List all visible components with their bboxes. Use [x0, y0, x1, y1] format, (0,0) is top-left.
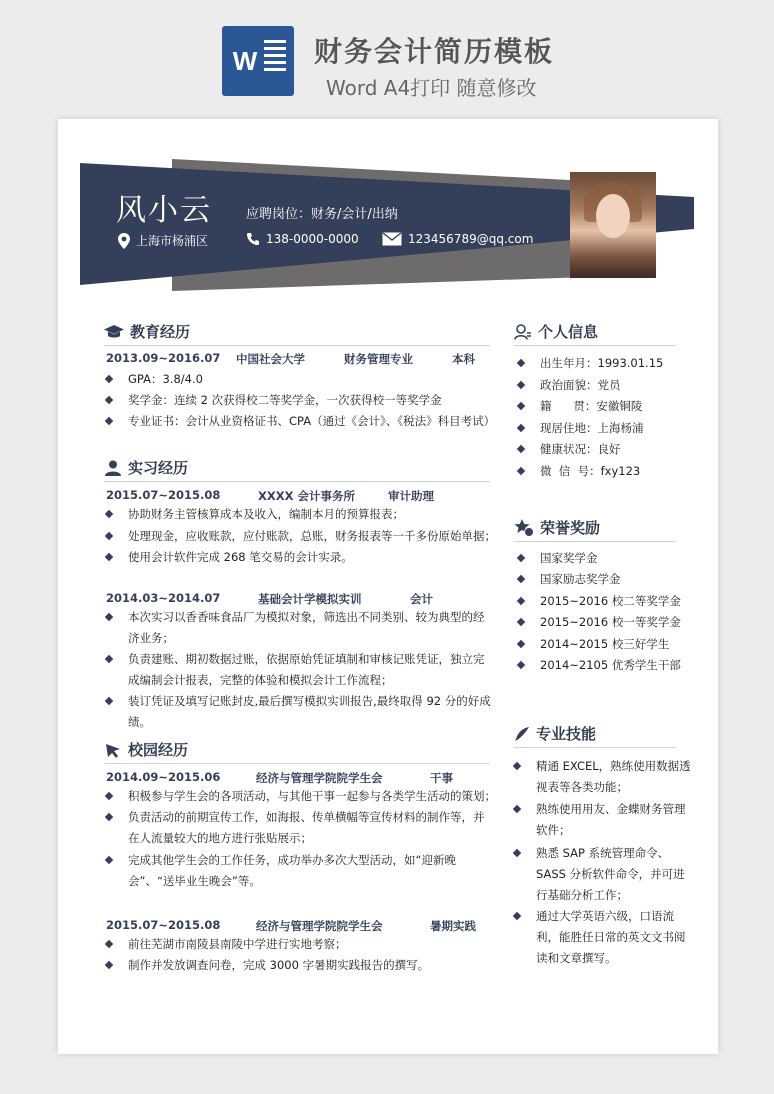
star-medal-icon	[514, 519, 534, 537]
campus-date: 2015.07~2015.08	[106, 918, 221, 932]
list-item: 装订凭证及填写记账封皮,最后撰写模拟实训报告,最终取得 92 分的好成绩。	[106, 691, 506, 733]
job-role: 会计	[410, 592, 433, 606]
honors-heading	[514, 517, 600, 538]
phone-icon	[246, 232, 260, 246]
job-org: 基础会计学模拟实训	[258, 592, 362, 606]
honors-title: 荣誉奖励	[540, 519, 601, 537]
list-item: 政治面貌：党员	[518, 375, 708, 396]
list-item: 前往芜湖市南陵县南陵中学进行实地考察；	[106, 934, 502, 955]
list-item: 负责活动的前期宣传工作，如海报、传单横幅等宣传材料的制作等，并在人流量较大的地方进行张贴展示；	[106, 807, 492, 849]
list-item: 籍 贯：安徽铜陵	[518, 396, 708, 417]
phone-text: 138-0000-0000	[266, 232, 359, 246]
personal-title: 个人信息	[538, 323, 599, 341]
list-item: 奖学金：连续 2 次获得校二等奖学金，一次获得校一等奖学金	[106, 390, 502, 411]
list-item: 协助财务主管核算成本及收入，编制本月的预算报表；	[106, 504, 502, 525]
profile-photo	[570, 172, 656, 278]
list-item: 2014~2015 校三好学生	[518, 634, 708, 655]
campus-heading	[104, 739, 188, 760]
job-date: 2015.07~2015.08	[106, 488, 221, 502]
list-item: 熟悉 SAP 系统管理命令、SASS 分析软件命令，并可进行基础分析工作；	[514, 843, 694, 906]
mail-icon	[382, 232, 402, 246]
campus-role: 干事	[430, 771, 453, 785]
graduation-cap-icon	[104, 325, 124, 339]
job-role: 审计助理	[388, 489, 434, 503]
list-item: GPA：3.8/4.0	[106, 369, 502, 390]
list-item: 精通 EXCEL，熟练使用数据透视表等各类功能；	[514, 756, 694, 798]
list-item: 处理现金，应收账款，应付账款，总账，财务报表等一千多份原始单据；	[106, 526, 502, 547]
email-text: 123456789@qq.com	[408, 232, 534, 246]
personal-heading	[514, 321, 598, 342]
email-contact	[382, 232, 533, 246]
list-item: 使用会计软件完成 268 笔交易的会计实录。	[106, 547, 502, 568]
list-item: 微 信 号：fxy123	[518, 461, 708, 482]
list-item: 专业证书：会计从业资格证书、CPA（通过《会计》、《税法》科目考试）	[106, 411, 506, 432]
education-date: 2013.09~2016.07	[106, 351, 221, 365]
education-heading	[104, 321, 190, 342]
campus-date: 2014.09~2015.06	[106, 770, 221, 784]
campus-title: 校园经历	[128, 741, 189, 759]
user-outline-icon	[514, 324, 532, 340]
list-item: 健康状况：良好	[518, 439, 708, 460]
location-pin-icon	[118, 233, 130, 249]
campus-org: 经济与管理学院院学生会	[256, 919, 383, 933]
top-header	[0, 0, 774, 108]
education-major: 财务管理专业	[344, 352, 413, 366]
list-item: 2015~2016 校一等奖学金	[518, 612, 708, 633]
skills-divider	[514, 747, 676, 748]
applicant-name: 风小云	[116, 193, 212, 228]
word-logo-letter: W	[232, 46, 258, 76]
list-item: 负责建账、期初数据过账，依据原始凭证填制和审核记账凭证，独立完成编制会计报表，完整的体验和模拟会计工作流程；	[106, 649, 492, 691]
internship-heading	[104, 457, 188, 478]
education-divider	[104, 345, 490, 346]
skills-heading	[514, 723, 596, 744]
feather-pen-icon	[514, 726, 530, 742]
list-item: 国家励志奖学金	[518, 569, 708, 590]
phone-contact	[246, 232, 359, 246]
list-item: 出生年月：1993.01.15	[518, 353, 708, 374]
education-school: 中国社会大学	[236, 352, 305, 366]
list-item: 2014~2105 优秀学生干部	[518, 655, 708, 676]
internship-title: 实习经历	[128, 459, 189, 477]
list-item: 国家奖学金	[518, 548, 708, 569]
address-text: 上海市杨浦区	[136, 234, 209, 248]
person-icon	[104, 460, 122, 476]
list-item: 积极参与学生会的各项活动，与其他干事一起参与各类学生活动的策划；	[106, 786, 502, 807]
skills-title: 专业技能	[536, 725, 597, 743]
list-item: 熟练使用用友、金蝶财务管理软件；	[514, 799, 694, 841]
personal-divider	[514, 345, 676, 346]
template-subtitle: Word A4打印 随意修改	[326, 76, 537, 100]
internship-divider	[104, 481, 490, 482]
campus-role: 暑期实践	[430, 919, 476, 933]
resume-page	[58, 119, 718, 1054]
campus-divider	[104, 763, 490, 764]
job-date: 2014.03~2014.07	[106, 591, 221, 605]
list-item: 完成其他学生会的工作任务，成功举办多次大型活动，如“迎新晚会”、“送毕业生晚会”等。	[106, 850, 492, 892]
honors-divider	[514, 541, 676, 542]
list-item: 本次实习以香香味食品厂为模拟对象，筛选出不同类别、较为典型的经济业务；	[106, 607, 492, 649]
education-degree: 本科	[452, 352, 475, 366]
address-contact	[118, 232, 208, 249]
job-target: 应聘岗位：财务/会计/出纳	[246, 207, 398, 222]
mouse-pointer-icon	[104, 742, 122, 758]
campus-org: 经济与管理学院院学生会	[256, 771, 383, 785]
job-org: XXXX 会计事务所	[258, 489, 355, 503]
template-title: 财务会计简历模板	[314, 35, 555, 68]
list-item: 通过大学英语六级，口语流利，能胜任日常的英文文书阅读和文章撰写。	[514, 906, 694, 969]
word-logo-icon	[222, 26, 294, 96]
education-title: 教育经历	[130, 323, 191, 341]
list-item: 2015~2016 校二等奖学金	[518, 591, 708, 612]
list-item: 现居住地：上海杨浦	[518, 418, 708, 439]
list-item: 制作并发放调查问卷，完成 3000 字暑期实践报告的撰写。	[106, 955, 502, 976]
